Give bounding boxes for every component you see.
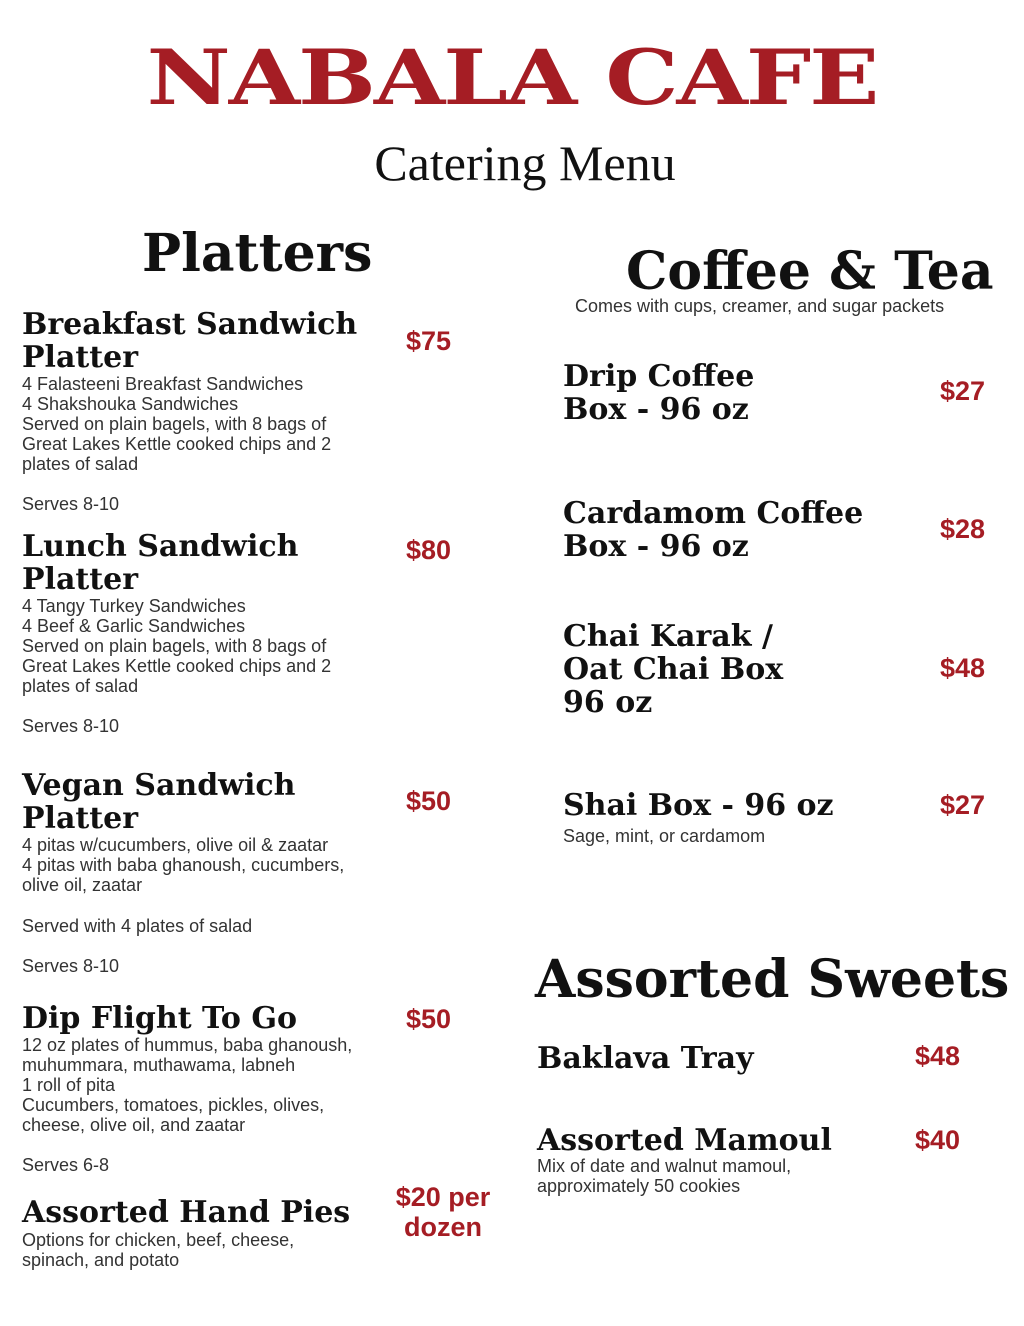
- shai-box-price: $27: [940, 790, 986, 820]
- coffee-tea-title: Coffee & Tea: [626, 241, 994, 302]
- mamoul-price: $40: [915, 1125, 961, 1155]
- dip-flight-price: $50: [406, 1004, 452, 1034]
- mamoul-description: Mix of date and walnut mamoul, approximately 50 cookies: [537, 1156, 792, 1196]
- cardamom-coffee-name: Cardamom Coffee Box - 96 oz: [563, 496, 864, 564]
- dip-flight-description: 12 oz plates of hummus, baba ghanoush, muhummara, muthawama, labneh 1 roll of pita Cucumbers, tomatoes, pickles, olives, cheese, olive oil, and zaatar: [22, 1035, 353, 1135]
- shai-box-description: Sage, mint, or cardamom: [563, 826, 766, 846]
- breakfast-platter-serves: Serves 8-10: [22, 494, 120, 514]
- cardamom-coffee-price: $28: [940, 514, 986, 544]
- lunch-platter-description: 4 Tangy Turkey Sandwiches 4 Beef & Garlic Sandwiches Served on plain bagels, with 8 bags of Great Lakes Kettle cooked chips and 2 plates of salad: [22, 596, 332, 696]
- dip-flight-name: Dip Flight To Go: [22, 1001, 297, 1036]
- platters-title: Platters: [142, 223, 373, 284]
- breakfast-platter-description: 4 Falasteeni Breakfast Sandwiches 4 Shakshouka Sandwiches Served on plain bagels, with 8 bags of Great Lakes Kettle cooked chips and 2 plates of salad: [22, 374, 332, 474]
- baklava-tray-price: $48: [915, 1041, 961, 1071]
- vegan-platter-description: 4 pitas w/cucumbers, olive oil & zaatar 4 pitas with baba ghanoush, cucumbers, olive oil, zaatar: [22, 835, 345, 895]
- hand-pies-description: Options for chicken, beef, cheese, spinach, and potato: [22, 1230, 295, 1270]
- baklava-tray-name: Baklava Tray: [537, 1041, 754, 1076]
- lunch-platter-serves: Serves 8-10: [22, 716, 120, 736]
- lunch-platter-price: $80: [406, 535, 452, 565]
- dip-flight-serves: Serves 6-8: [22, 1155, 110, 1175]
- shai-box-name: Shai Box - 96 oz: [563, 788, 834, 823]
- hand-pies-price: $20 per dozen: [395, 1182, 491, 1242]
- vegan-platter-name: Vegan Sandwich Platter: [22, 768, 296, 836]
- breakfast-platter-price: $75: [406, 326, 452, 356]
- sweets-title: Assorted Sweets: [535, 949, 1010, 1010]
- chai-karak-name: Chai Karak / Oat Chai Box 96 oz: [563, 619, 784, 720]
- vegan-platter-price: $50: [406, 786, 452, 816]
- drip-coffee-price: $27: [940, 376, 986, 406]
- mamoul-name: Assorted Mamoul: [537, 1123, 832, 1158]
- brand-logo-text: NABALA CAFE: [146, 33, 878, 122]
- breakfast-platter-name: Breakfast Sandwich Platter: [22, 307, 358, 375]
- vegan-platter-extra: Served with 4 plates of salad: [22, 916, 253, 936]
- menu-subtitle: Catering Menu: [374, 135, 676, 191]
- hand-pies-name: Assorted Hand Pies: [22, 1195, 351, 1230]
- coffee-tea-note: Comes with cups, creamer, and sugar packets: [575, 296, 945, 316]
- drip-coffee-name: Drip Coffee Box - 96 oz: [563, 359, 755, 427]
- vegan-platter-serves: Serves 8-10: [22, 956, 120, 976]
- lunch-platter-name: Lunch Sandwich Platter: [22, 529, 299, 597]
- chai-karak-price: $48: [940, 653, 986, 683]
